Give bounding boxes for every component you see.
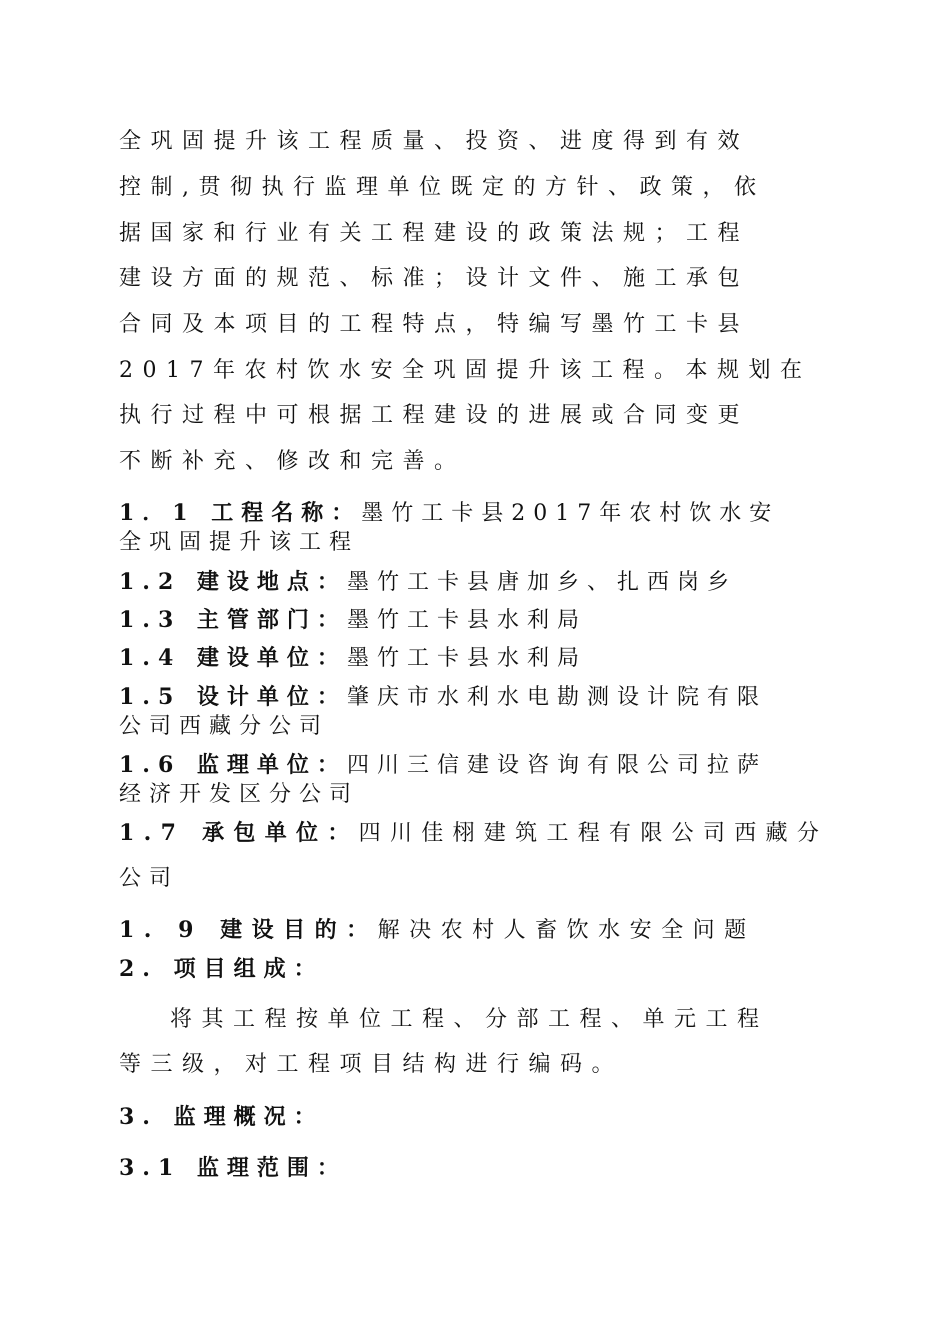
item-value: 四川三信建设咨询有限公司拉萨 [346,753,767,778]
item-label: 1.3 主管部门： [119,607,347,633]
paragraph-line: 2017年农村饮水安全巩固提升该工程。本规划在 [119,358,812,383]
item-value: 墨竹工卡县水利局 [346,608,587,633]
item-label: 1.6 监理单位： [119,752,347,778]
item-value: 四川佳栩建筑工程有限公司西藏分 [358,821,829,846]
paragraph-line: 将其工程按单位工程、分部工程、单元工程 [170,1007,769,1032]
item-value: 解决农村人畜饮水安全问题 [377,918,756,943]
item-owner [119,645,587,672]
item-continuation: 全巩固提升该工程 [119,530,360,555]
paragraph-line: 建设方面的规范、标准；设计文件、施工承包 [119,266,750,291]
section-heading: 2. 项目组成： [119,956,324,982]
section-heading: 3. 监理概况： [119,1104,324,1130]
item-continuation: 公司 [119,866,180,891]
item-project-name [119,500,779,527]
item-location [119,569,737,596]
paragraph-line: 控制,贯彻执行监理单位既定的方针、政策，依 [119,175,766,200]
item-purpose [119,917,756,944]
item-label: 1.5 设计单位： [119,684,347,710]
paragraph-line: 全巩固提升该工程质量、投资、进度得到有效 [119,129,750,154]
subsection-heading: 3.1 监理范围： [119,1155,347,1181]
item-supervisor [119,752,767,779]
paragraph-line: 据国家和行业有关工程建设的政策法规；工程 [119,221,750,246]
item-value: 墨竹工卡县水利局 [346,646,587,671]
item-label: 1.4 建设单位： [119,645,347,671]
item-label: 1. 9 建设目的： [119,917,378,943]
item-continuation: 经济开发区分公司 [119,782,360,807]
item-value: 墨竹工卡县2017年农村饮水安 [361,501,780,526]
item-label: 1.2 建设地点： [119,569,347,595]
paragraph-line: 等三级，对工程项目结构进行编码。 [119,1052,624,1077]
item-label: 1．1 工程名称： [119,500,362,526]
paragraph-line: 不断补充、修改和完善。 [119,449,466,474]
item-label: 1.7 承包单位： [119,820,359,846]
paragraph-line: 合同及本项目的工程特点，特编写墨竹工卡县 [119,312,750,337]
item-continuation: 公司西藏分公司 [119,714,330,739]
item-department [119,607,587,634]
item-value: 墨竹工卡县唐加乡、扎西岗乡 [346,570,737,595]
item-value: 肇庆市水利水电勘测设计院有限 [346,685,767,710]
item-contractor [119,820,828,847]
paragraph-line: 执行过程中可根据工程建设的进展或合同变更 [119,403,750,428]
item-designer [119,684,767,711]
